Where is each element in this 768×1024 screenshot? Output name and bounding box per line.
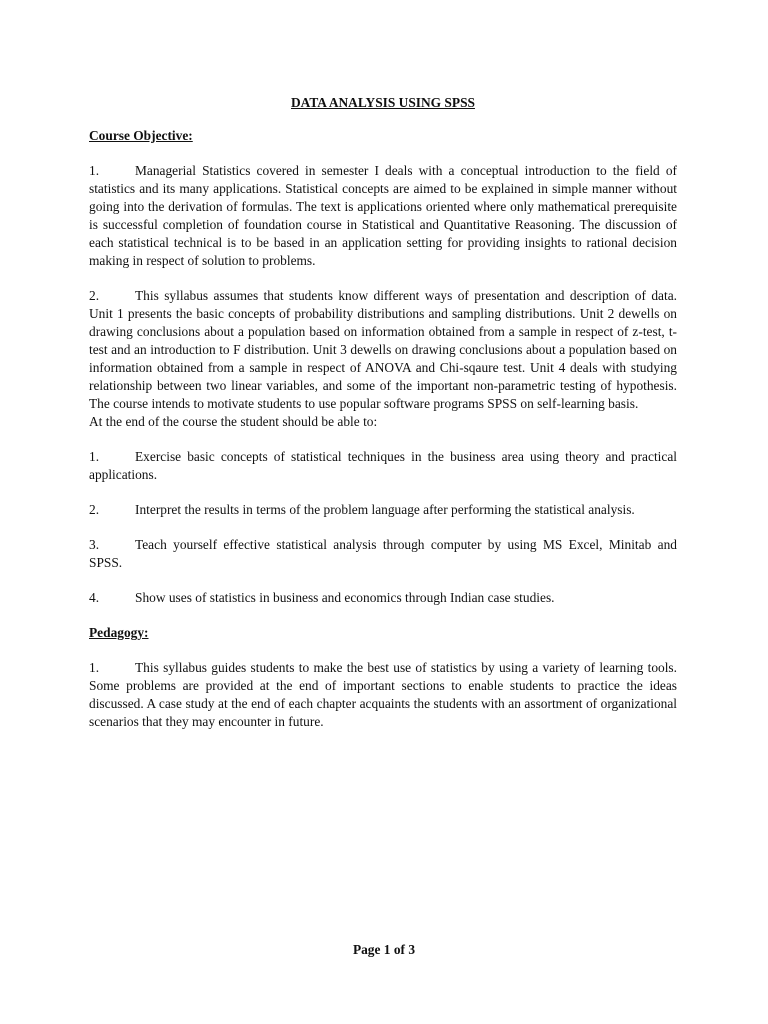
objective-paragraph-1 — [89, 162, 677, 270]
pedagogy-text: This syllabus guides students to make the best use of statistics by using a variety of learning tools. Some problems are provided at the end of important sections to enable students to practice the ideas discussed. A case study at the end of each chapter acquaints the students with an assortment of organizational scenarios that they may encounter in future. — [89, 660, 677, 729]
outcome-item-1 — [89, 448, 677, 484]
pedagogy-heading: Pedagogy: — [89, 625, 149, 640]
outcome-text: Show uses of statistics in business and economics through Indian case studies. — [135, 590, 555, 605]
outcome-item-3 — [89, 536, 677, 572]
objective-number: 1. — [89, 163, 100, 178]
page-footer: Page 1 of 3 — [352, 942, 416, 957]
outcome-number: 1. — [89, 449, 100, 464]
document-title: DATA ANALYSIS USING SPSS — [291, 95, 475, 110]
pedagogy-paragraph-1 — [89, 659, 677, 731]
outcome-text: Teach yourself effective statistical analysis through computer by using MS Excel, Minitab and SPSS. — [89, 537, 677, 570]
objective-paragraph-2 — [89, 287, 677, 413]
outcome-item-4 — [89, 589, 677, 607]
outcome-text: Exercise basic concepts of statistical techniques in the business area using theory and practical applications. — [89, 449, 677, 482]
outcome-number: 3. — [89, 537, 100, 552]
pedagogy-number: 1. — [89, 660, 100, 675]
outcome-number: 4. — [89, 590, 100, 605]
document-page — [89, 94, 677, 748]
objective-text: This syllabus assumes that students know different ways of presentation and description of data. Unit 1 presents the basic concepts of probability distributions and sampling distributions. Unit 2 dewells on drawing conclusions about a population based on information obtained from a sample in respect of z-test, t-test and an introduction to F distribution. Unit 3 dewells on drawing conclusions about a population based on information obtained from a sample in respect of ANOVA and Chi-sqaure test. Unit 4 deals with studying relationship between two linear variables, and some of the important non-parametric testing of hypothesis. The course intends to motivate students to use popular software programs SPSS on self-learning basis. — [89, 288, 677, 411]
end-of-course-intro: At the end of the course the student should be able to: — [89, 414, 378, 429]
outcome-item-2 — [89, 501, 677, 519]
objective-text: Managerial Statistics covered in semester I deals with a conceptual introduction to the field of statistics and its many applications. Statistical concepts are aimed to be explained in simple manner without going into the derivation of formulas. The text is applications oriented where only mathematical prerequisite is successful completion of foundation course in Statistical and Quantitative Reasoning. The discussion of each statistical technical is to be based in an application setting for providing insights to rational decision making in respect of solution to problems. — [89, 163, 677, 268]
outcome-text: Interpret the results in terms of the problem language after performing the statistical analysis. — [135, 502, 635, 517]
objective-number: 2. — [89, 288, 100, 303]
outcome-number: 2. — [89, 502, 100, 517]
course-objective-heading: Course Objective: — [89, 128, 193, 143]
